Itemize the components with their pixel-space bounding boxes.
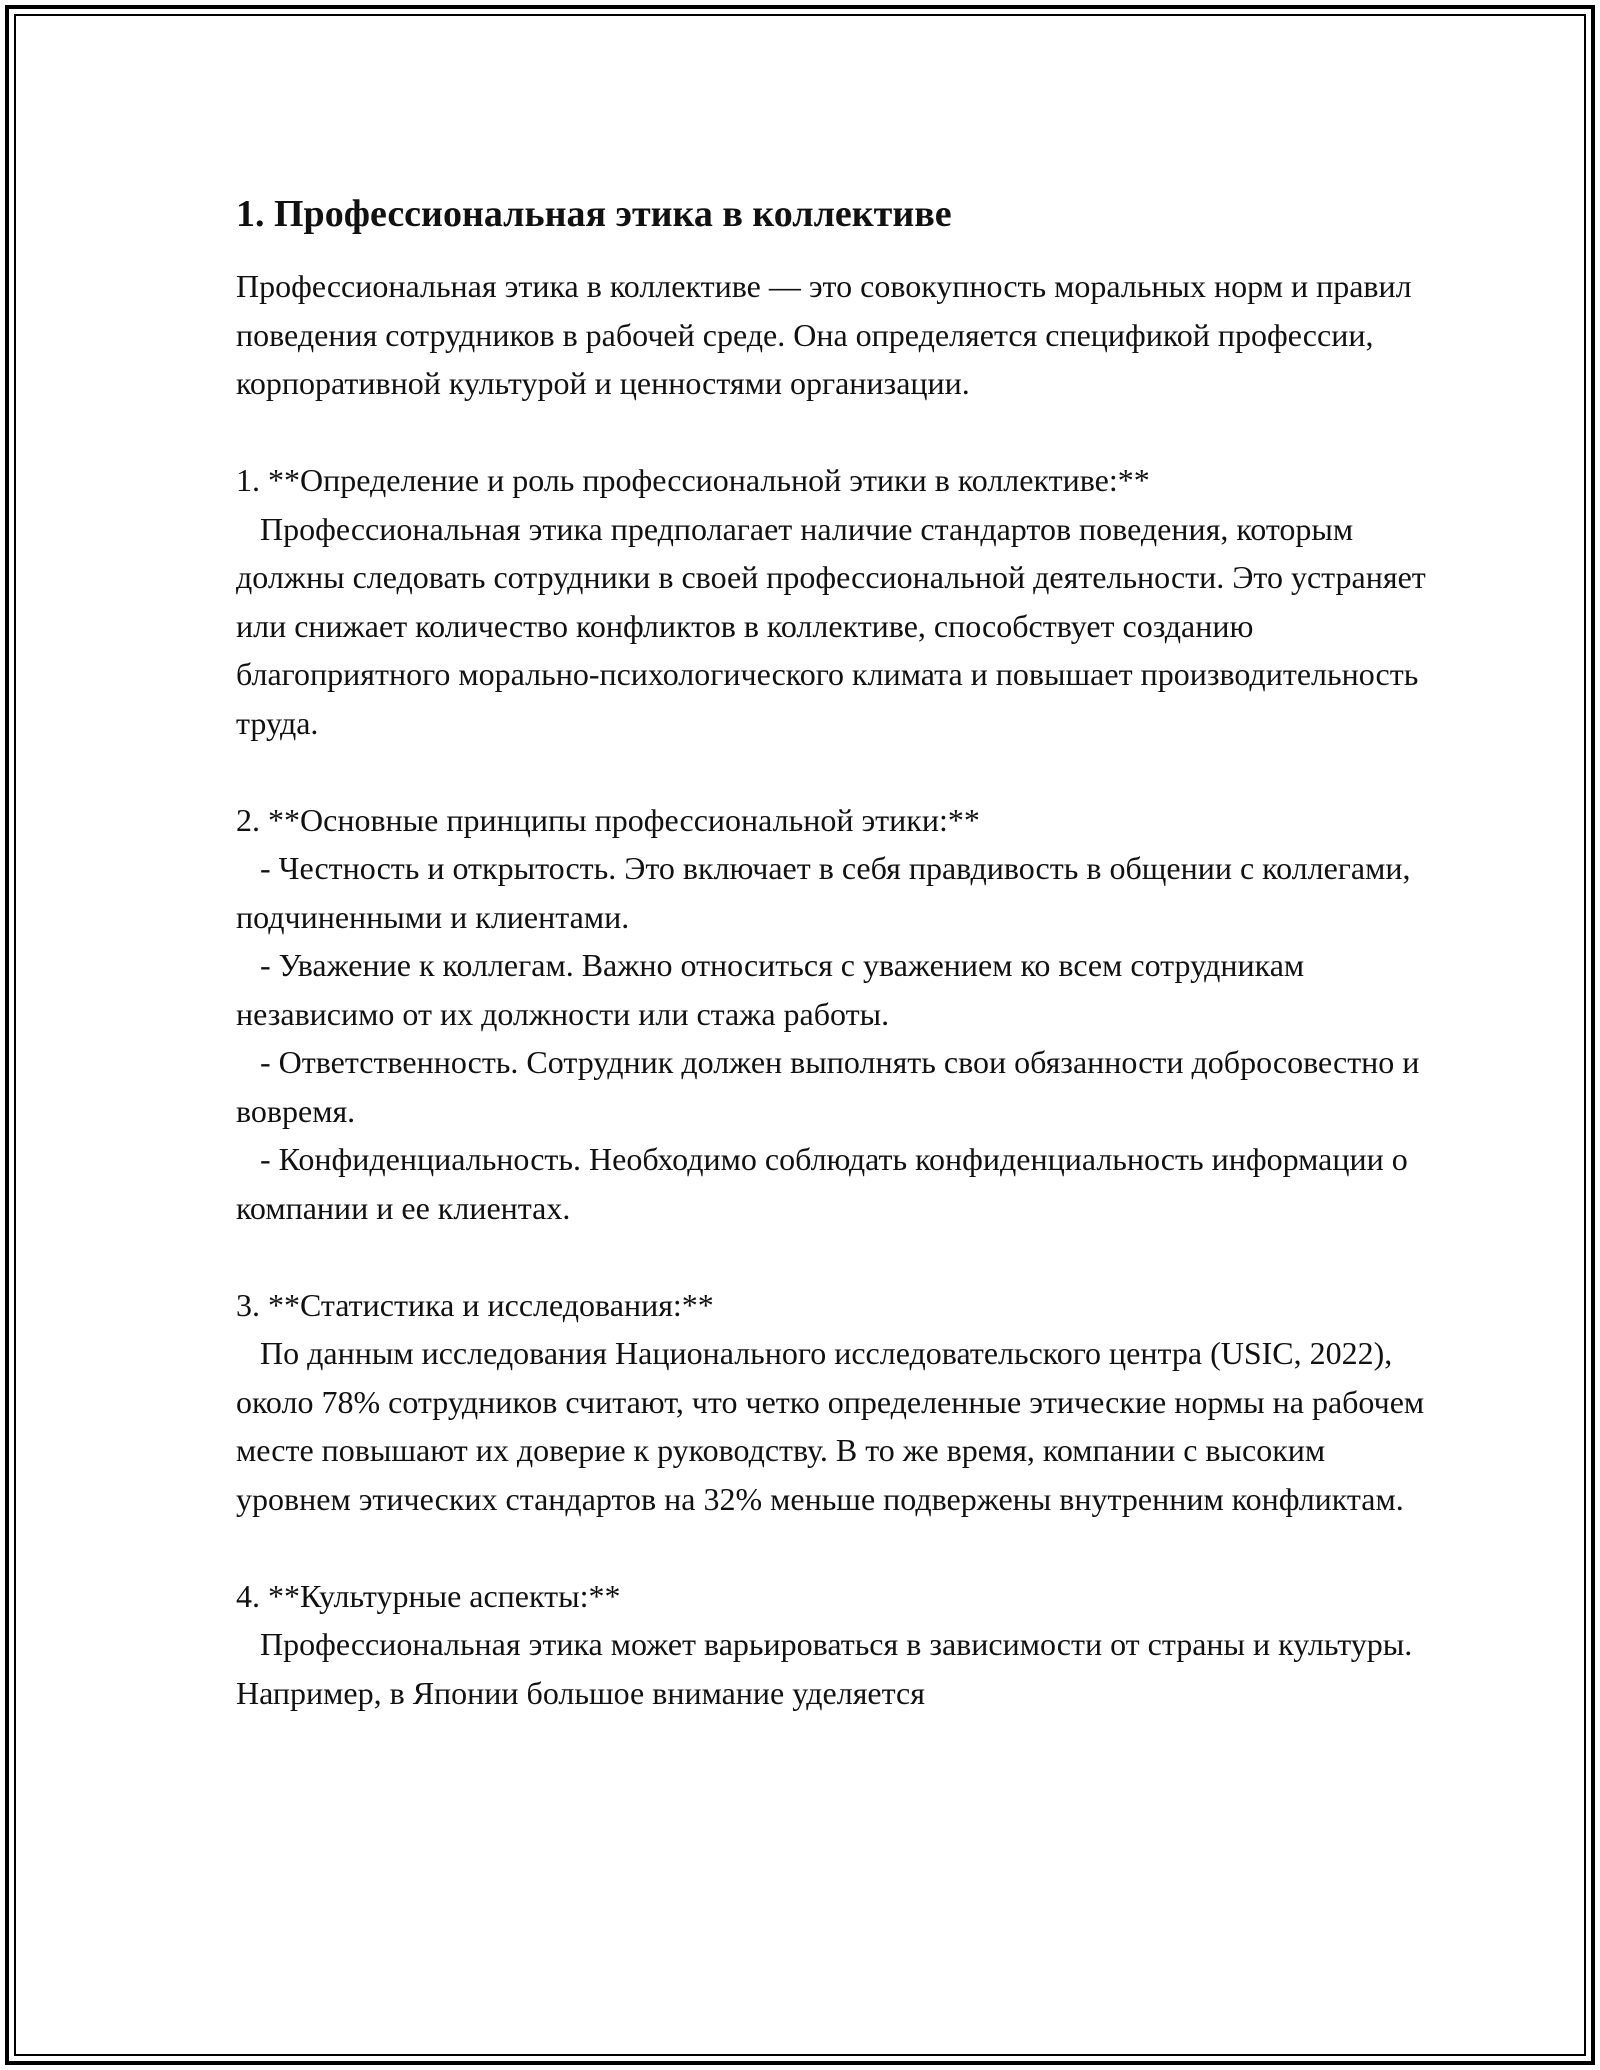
document-body bbox=[236, 186, 1434, 1717]
section-heading: 1. Профессиональная этика в коллективе bbox=[236, 193, 952, 235]
item-2-bullet-responsibility: - Ответственность. Сотрудник должен выполнять свои обязанности добросовестно и вовремя. bbox=[236, 1044, 1428, 1129]
item-1-body: Профессиональная этика предполагает наличие стандартов поведения, которым должны следовать сотрудники в своей профессиональной деятельности. Это устраняет или снижает количество конфликтов в коллективе, способствует созданию благоприятного морально-психологического климата и повышает производительность труда. bbox=[236, 510, 1434, 741]
blank-line bbox=[236, 408, 1426, 457]
blank-line bbox=[236, 1523, 1426, 1572]
item-2-bullet-respect: - Уважение к коллегам. Важно относиться с уважением ко всем сотрудникам независимо от их должности или стажа работы. bbox=[236, 947, 1313, 1032]
item-2-bullet-confidentiality: - Конфиденциальность. Необходимо соблюдать конфиденциальность информации о компании и ее клиентах. bbox=[236, 1141, 1416, 1226]
item-3-body: По данным исследования Национального исследовательского центра (USIC, 2022), около 78% сотрудников считают, что четко определенные этические нормы на рабочем месте повышают их доверие к руководству. В то же время, компании с высоким уровнем этических стандартов на 32% меньше подвержены внутренним конфликтам. bbox=[236, 1335, 1433, 1517]
item-4-title: 4. **Культурные аспекты:** bbox=[236, 1577, 621, 1614]
item-2-bullet-honesty: - Честность и открытость. Это включает в себя правдивость в общении с коллегами, подчиненными и клиентами. bbox=[236, 850, 1419, 935]
item-3-title: 3. **Статистика и исследования:** bbox=[236, 1286, 714, 1323]
blank-line bbox=[236, 1232, 1426, 1281]
item-1-title: 1. **Определение и роль профессиональной этики в коллективе:** bbox=[236, 462, 1150, 498]
item-2-title: 2. **Основные принципы профессиональной этики:** bbox=[236, 801, 980, 838]
item-4-body: Профессиональная этика может варьироваться в зависимости от страны и культуры. Например, в Японии большое внимание уделяется bbox=[236, 1626, 1421, 1711]
intro-paragraph: Профессиональная этика в коллективе — это совокупность моральных норм и правил поведения сотрудников в рабочей среде. Она определяется спецификой профессии, корпоративной культурой и ценностями организации. bbox=[236, 268, 1420, 401]
blank-line bbox=[236, 747, 1426, 796]
